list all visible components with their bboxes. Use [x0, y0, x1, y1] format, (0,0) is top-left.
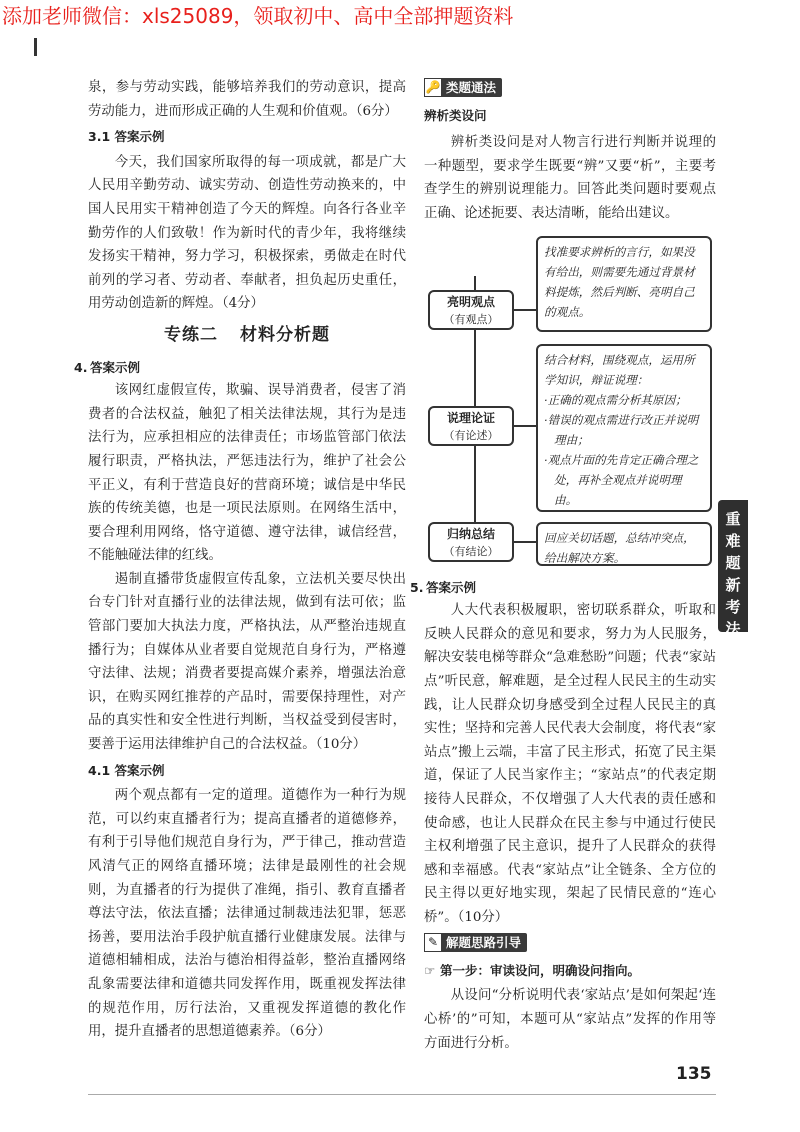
method-label — [424, 78, 502, 97]
method-diagram — [424, 236, 716, 566]
left-column — [74, 76, 406, 1044]
paragraph-4b: 遏制直播带货虚假宣传乱象，立法机关要尽快出台专门针对直播行业的法律法规，做到有法可依；监管部门要加大执法力度，严格执法，从严整治违规直播行为；自媒体从业者要自觉规范自身行为，严格遵守法律、法规；消费者要提高媒介素养，增强法治意识，在购买网红推荐的产品时，需要保持理性，对产品的真实性和安全性进行判断，当权益受到侵害时，要善于运用法律维护自己的合法权益。（10分） — [88, 571, 406, 753]
subheading-3-1: 3.1 答案示例 — [88, 129, 165, 145]
question-5-label: 答案示例 — [426, 579, 477, 595]
diagram-connector-3 — [514, 541, 536, 543]
side-tab — [718, 500, 748, 638]
edit-icon: ✎ — [424, 933, 442, 952]
diagram-box-2 — [536, 344, 712, 512]
section-title — [88, 324, 406, 348]
subheading-4-1: 4.1 答案示例 — [88, 762, 165, 778]
paragraph-3-1: 今天，我们国家所取得的每一项成就，都是广大人民用辛勤劳动、诚实劳动、创造性劳动换来的，中国人民用实干精神创造了今天的辉煌。向各行各业辛勤劳作的人们致敬！作为新时代的青少年，我将继续发扬实干精神，努力学习，积极探索，勇做走在时代前列的学习者、劳动者、奉献者，担负起历史重任，用劳动创造新的辉煌。（4分） — [88, 154, 406, 312]
diagram-box-2-bullet-3: ·观点片面的先肯定正确合理之处，再补全观点并说明理由。 — [544, 452, 699, 507]
diagram-node-3-sub: （有结论） — [443, 544, 499, 558]
diagram-box-3: 回应关切话题，总结冲突点，给出解决方案。 — [536, 522, 712, 566]
question-5-heading — [410, 576, 702, 600]
diagram-node-1 — [428, 290, 514, 330]
diagram-node-1-title: 亮明观点 — [446, 294, 495, 309]
pointer-icon: ☞ — [424, 962, 436, 978]
page-number: 135 — [676, 1064, 712, 1084]
question-4-heading — [74, 356, 392, 380]
right-column — [410, 76, 716, 1055]
step-1-paragraph: 从设问“分析说明代表‘家站点’是如何架起‘连心桥’的”可知，本题可从“家站点”发挥的作用等方面进行分析。 — [424, 988, 716, 1051]
diagram-node-2-title: 说理论证 — [446, 410, 495, 425]
guide-label — [424, 933, 527, 952]
section-title-a: 专练二 — [164, 324, 218, 345]
diagram-box-2-bullet-2: ·错误的观点需进行改正并说明理由； — [544, 412, 699, 447]
bottom-rule — [88, 1094, 716, 1095]
diagram-node-3 — [428, 522, 514, 562]
diagram-connector-2 — [514, 425, 536, 427]
side-tab-text: 重难题新考法 — [725, 510, 741, 638]
section-title-b: 材料分析题 — [240, 324, 330, 345]
method-subheading: 辨析类设问 — [424, 107, 487, 123]
diagram-node-3-title: 归纳总结 — [446, 526, 495, 541]
margin-mark — [34, 38, 37, 56]
question-5-number: 5. — [410, 579, 424, 595]
diagram-box-2-intro: 结合材料，围绕观点，运用所学知识，辩证说理： — [544, 352, 695, 387]
key-icon: 🔑 — [424, 78, 442, 97]
diagram-node-2 — [428, 406, 514, 446]
method-label-text: 类题通法 — [446, 80, 497, 95]
method-paragraph: 辨析类设问是对人物言行进行判断并说理的一种题型，要求学生既要“辨”又要“析”，主要考查学生的辨别说理能力。回答此类问题时要观点正确、论述扼要、表达清晰，能给出建议。 — [424, 135, 716, 221]
diagram-box-1: 找准要求辨析的言行，如果没有给出，则需要先通过背景材料提炼，然后判断、亮明自己的观点。 — [536, 236, 712, 332]
paragraph-5: 人大代表积极履职，密切联系群众，听取和反映人民群众的意见和要求，努力为人民服务，解决安装电梯等群众“急难愁盼”问题；代表“家站点”听民意，解难题，是全过程人民民主的生动实践，让人民群众切身感受到全过程人民民主的真实性；坚持和完善人民代表大会制度，将代表“家站点”搬上云端，丰富了民主形式，拓宽了民主渠道，保证了人民当家作主；“家站点”的代表定期接待人民群众，不仅增强了人大代表的责任感和使命感，也让人民群众在民主参与中通过行使民主权利增强了民主意识，提升了人民群众的获得感和幸福感。代表“家站点”让全链条、全方位的民主得以更好地实现，架起了民情民意的“连心桥”。（10分） — [424, 603, 716, 925]
paragraph-4a: 该网红虚假宣传，欺骗、误导消费者，侵害了消费者的合法权益，触犯了相关法律法规，其行为是违法行为，应承担相应的法律责任；市场监管部门依法履行职责，严格执法，严惩违法行为，维护了社会公平正义，有利于营造良好的营商环境；诚信是中华民族的传统美德，也是一项民法原则。在网络生活中，要合理利用网络，恪守道德、遵守法律，诚信经营，不能触碰法律的红线。 — [88, 383, 406, 564]
diagram-box-2-bullet-1: ·正确的观点需分析其原因； — [544, 392, 687, 407]
diagram-connector-1 — [514, 309, 536, 311]
paragraph-4-1: 两个观点都有一定的道理。道德作为一种行为规范，可以约束直播者行为；提高直播者的道德修养，有利于引导他们规范自身行为，严于律己，推动营造风清气正的网络直播环境；法律是最刚性的社会规则，为直播者的行为提供了准绳，指引、教育直播者尊法守法，依法直播；法律通过制裁违法犯罪，惩恶扬善，要用法治手段护航直播行业健康发展。法律与道德相辅相成，法治与德治相得益彰，整治直播网络乱象需要法律和道德共同发挥作用，既重视发挥法律的规范作用，厉行法治，又重视发挥道德的教化作用，提升直播者的思想道德素养。（6分） — [88, 788, 406, 1040]
watermark-text: 添加老师微信：xls25089，领取初中、高中全部押题资料 — [2, 4, 514, 28]
step-1-text: 第一步：审读设问，明确设问指向。 — [440, 962, 641, 978]
diagram-node-2-sub: （有论述） — [443, 428, 499, 442]
diagram-node-1-sub: （有观点） — [443, 312, 499, 326]
question-4-number: 4. — [74, 359, 88, 375]
question-4-label: 答案示例 — [90, 359, 141, 375]
step-1-heading — [424, 959, 716, 983]
guide-label-text: 解题思路引导 — [446, 935, 522, 951]
paragraph-continued: 泉，参与劳动实践，能够培养我们的劳动意识，提高劳动能力，进而形成正确的人生观和价值观。（6分） — [88, 80, 406, 119]
